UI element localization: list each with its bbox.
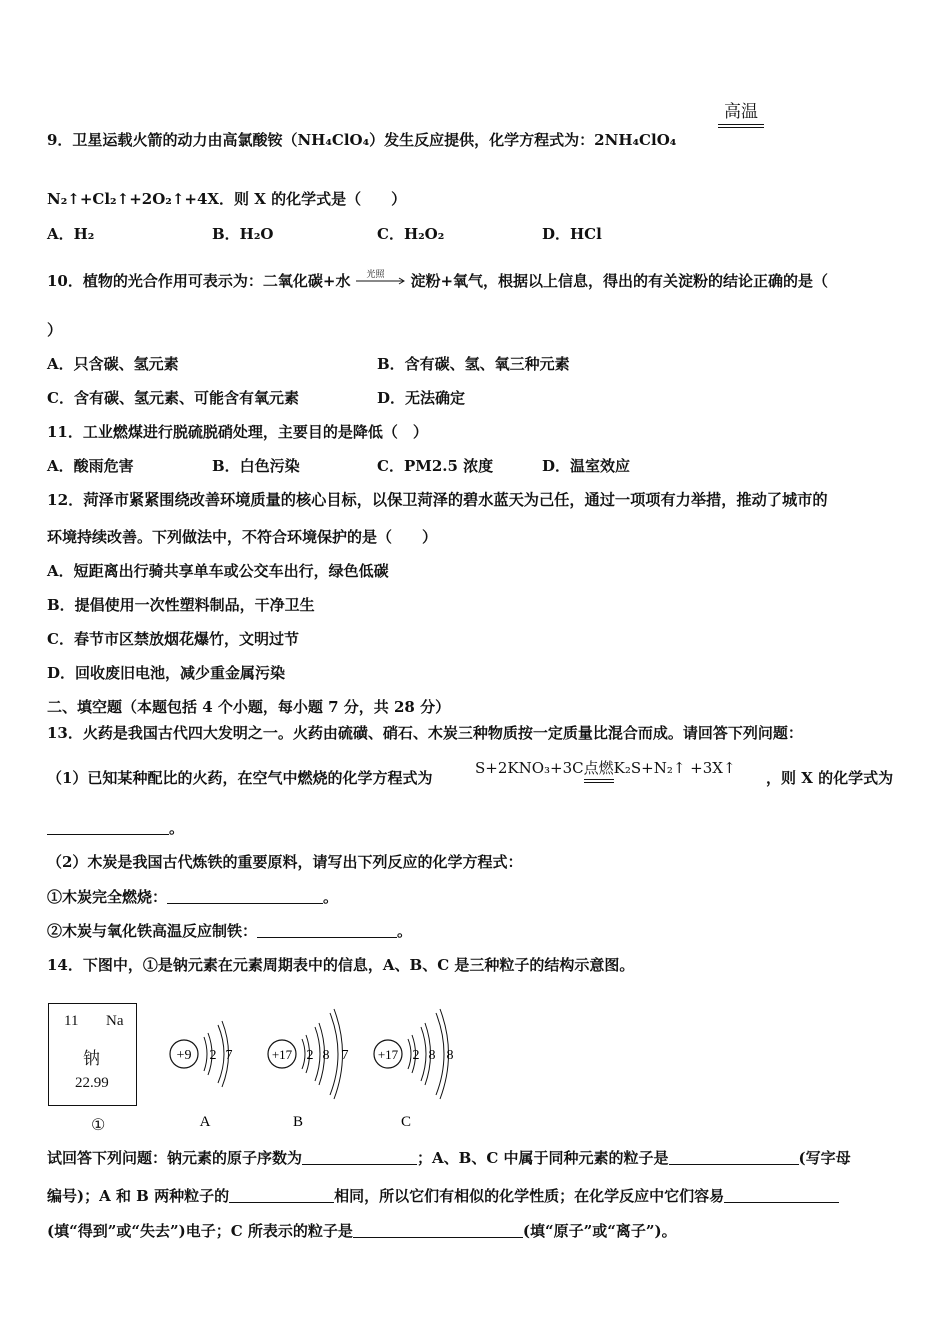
- answer-blank[interactable]: [167, 889, 323, 904]
- q12-stem-line1: 12．菏泽市紧紧围绕改善环境质量的核心目标，以保卫菏泽的碧水蓝天为己任，通过一项项有力举措，推动了城市的: [47, 491, 828, 509]
- section-heading: 二、填空题（本题包括 4 个小题，每小题 7 分，共 28 分）: [47, 698, 451, 716]
- q14-answer-line1: 试回答下列问题：钠元素的原子序数为 ；A、B、C 中属于同种元素的粒子是 (写字母: [47, 1149, 851, 1167]
- q10-stem: 10．植物的光合作用可表示为：二氧化碳+水 光照 淀粉+氧气，根据以上信息，得出的有关淀粉的结论正确的是（: [47, 270, 829, 290]
- q9-condition: 高温: [718, 102, 764, 128]
- equation-condition: 点燃: [584, 758, 614, 778]
- q12-stem-line2: 环境持续改善。下列做法中，不符合环境保护的是（ ）: [47, 528, 438, 546]
- q10-option-b[interactable]: B．含有碳、氢、氧三种元素: [377, 355, 570, 373]
- q13-part2a: ①木炭完全燃烧： 。: [47, 888, 339, 906]
- nucleus-charge: +17: [377, 1047, 399, 1062]
- particle-b: [268, 1009, 349, 1130]
- q12-option-a[interactable]: A．短距离出行骑共享单车或公交车出行，绿色低碳: [47, 562, 389, 580]
- answer-blank[interactable]: [47, 820, 169, 835]
- q13-part1: （1）已知某种配比的火药，在空气中燃烧的化学方程式为: [47, 769, 433, 787]
- answer-blank[interactable]: [353, 1223, 523, 1238]
- shell-count: 2: [209, 1048, 217, 1063]
- answer-blank[interactable]: [257, 923, 397, 938]
- shell-count: 7: [341, 1048, 349, 1063]
- q9-option-c[interactable]: C．H₂O₂: [377, 225, 445, 243]
- q10-option-c[interactable]: C．含有碳、氢元素、可能含有氧元素: [47, 389, 299, 407]
- shell-count: 7: [225, 1048, 233, 1063]
- q13-stem: 13．火药是我国古代四大发明之一。火药由硫磺、硝石、木炭三种物质按一定质量比混合而成。请回答下列问题：: [47, 724, 803, 742]
- shell-count: 8: [446, 1048, 454, 1063]
- q10-option-d[interactable]: D．无法确定: [377, 389, 466, 407]
- atomic-mass: 22.99: [75, 1075, 109, 1091]
- atomic-number: 11: [64, 1013, 79, 1029]
- shell-count: 8: [322, 1048, 330, 1063]
- q14-answer-line3: (填“得到”或“失去”)电子；C 所表示的粒子是 (填“原子”或“离子”)。: [47, 1222, 677, 1240]
- particle-label: A: [199, 1114, 211, 1130]
- q11-option-d[interactable]: D．温室效应: [542, 457, 631, 475]
- q11-option-b[interactable]: B．白色污染: [212, 457, 300, 475]
- q10-close-paren: ）: [47, 321, 63, 339]
- q9-option-d[interactable]: D．HCl: [542, 225, 602, 243]
- q12-option-b[interactable]: B．提倡使用一次性塑料制品，干净卫生: [47, 596, 315, 614]
- q14-stem: 14．下图中，①是钠元素在元素周期表中的信息，A、B、C 是三种粒子的结构示意图。: [47, 956, 635, 974]
- q9-option-a[interactable]: A．H₂: [47, 225, 95, 243]
- element-tile: [48, 1003, 137, 1106]
- q11-option-c[interactable]: C．PM2.5 浓度: [377, 457, 494, 475]
- q9-stem-line2: N₂↑+Cl₂↑+2O₂↑+4X．则 X 的化学式是（ ）: [47, 190, 407, 208]
- particle-label: C: [400, 1114, 412, 1130]
- q10-option-a[interactable]: A．只含碳、氢元素: [47, 355, 179, 373]
- q14-answer-line2: 编号)；A 和 B 两种粒子的 相同，所以它们有相似的化学性质；在化学反应中它们容易: [47, 1186, 839, 1206]
- q11-option-a[interactable]: A．酸雨危害: [47, 457, 134, 475]
- q13-part2: （2）木炭是我国古代炼铁的重要原料，请写出下列反应的化学方程式：: [47, 853, 523, 871]
- q13-answer-line-1: 。: [47, 818, 184, 838]
- q9-stem-line1: 9．卫星运载火箭的动力由高氯酸铵（NH₄ClO₄）发生反应提供，化学方程式为：2NH₄ClO₄: [47, 131, 677, 149]
- shell-count: 2: [306, 1048, 314, 1063]
- element-tile-label: ①: [91, 1115, 106, 1134]
- q11-stem: 11．工业燃煤进行脱硫脱硝处理，主要目的是降低（ ）: [47, 423, 428, 441]
- particle-diagrams: [160, 995, 460, 1135]
- nucleus-charge: +9: [176, 1048, 192, 1063]
- answer-blank[interactable]: [669, 1150, 799, 1165]
- q13-part2b: ②木炭与氧化铁高温反应制铁： 。: [47, 922, 413, 940]
- q13-part1-tail: ，则 X 的化学式为: [766, 769, 894, 787]
- shell-count: 2: [412, 1048, 420, 1063]
- particle-label: B: [292, 1114, 304, 1130]
- particle-a: [170, 1021, 233, 1130]
- answer-blank[interactable]: [302, 1150, 417, 1165]
- q12-option-d[interactable]: D．回收废旧电池，减少重金属污染: [47, 664, 286, 682]
- particle-c: [374, 1009, 454, 1130]
- q13-equation: S+2KNO₃+3C点燃 K₂S+N₂↑ +3X↑: [475, 758, 736, 778]
- nucleus-charge: +17: [271, 1047, 293, 1062]
- element-name: 钠: [83, 1049, 100, 1068]
- reaction-arrow: 光照: [350, 271, 410, 291]
- q9-option-b[interactable]: B．H₂O: [212, 225, 274, 243]
- answer-blank[interactable]: [724, 1188, 839, 1203]
- q12-option-c[interactable]: C．春节市区禁放烟花爆竹，文明过节: [47, 630, 299, 648]
- answer-blank[interactable]: [229, 1188, 334, 1203]
- element-symbol: Na: [106, 1013, 124, 1029]
- shell-count: 8: [428, 1048, 436, 1063]
